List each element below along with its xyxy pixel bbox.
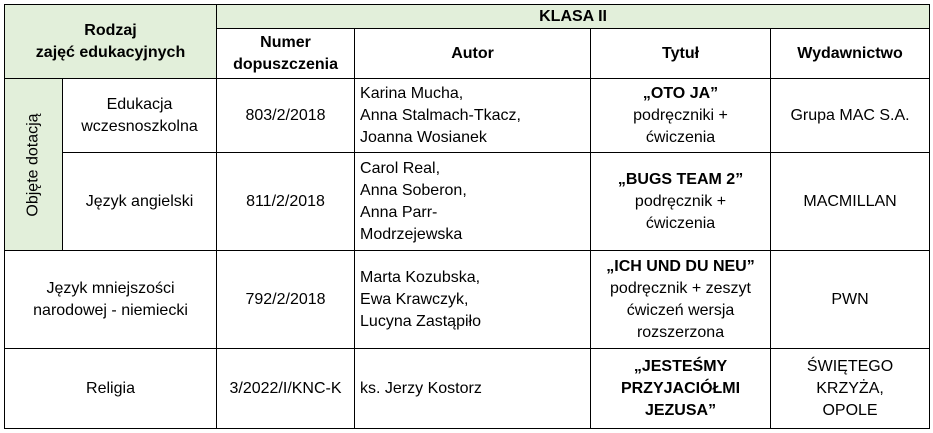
title-bold-line: PRZYJACIÓŁMI <box>620 379 741 397</box>
cell-line: podręczniki + <box>633 106 728 124</box>
cell-line: MACMILLAN <box>803 192 897 210</box>
cell-line: PWN <box>831 290 869 308</box>
title-cell <box>591 153 771 251</box>
table-row <box>5 251 930 349</box>
author-header: Autor <box>355 29 591 79</box>
textbook-table <box>4 4 930 429</box>
subject-type-header <box>5 5 217 79</box>
publisher-cell <box>771 79 930 153</box>
title-bold-line: „BUGS TEAM 2” <box>617 170 744 188</box>
cell-line: ćwiczenia <box>645 128 716 146</box>
title-cell <box>591 79 771 153</box>
title-bold-line: JEZUSA” <box>644 401 717 419</box>
title-bold-line: „OTO JA” <box>642 84 719 102</box>
cell-line: Karina Mucha, <box>360 84 464 102</box>
cell-line: Język mniejszości <box>46 279 175 297</box>
cell-line: podręcznik + zeszyt <box>610 279 751 297</box>
subsidy-group-label: Objęte dotacją <box>24 112 42 217</box>
table-row <box>5 349 930 429</box>
cell-line: Anna Stalmach-Tkacz, <box>360 106 521 124</box>
publisher-cell <box>771 251 930 349</box>
title-cell <box>591 349 771 429</box>
cell-line: ŚWIĘTEGO KRZYŻA, <box>806 357 894 397</box>
number-cell: 792/2/2018 <box>217 251 355 349</box>
cell-line: Joanna Wosianek <box>360 128 487 146</box>
cell-line: podręcznik + <box>634 192 727 210</box>
cell-line: Anna Soberon, <box>360 181 467 199</box>
number-header <box>217 29 355 79</box>
cell-line: Modrzejewska <box>360 225 463 243</box>
number-cell: 3/2022/I/KNC-K <box>217 349 355 429</box>
subject-cell <box>5 251 217 349</box>
publisher-header: Wydawnictwo <box>771 29 930 79</box>
table-row <box>5 79 930 153</box>
subject-type-header-line1: Rodzaj <box>84 21 137 39</box>
cell-line: rozszerzona <box>636 323 725 341</box>
title-bold-line: „ICH UND DU NEU” <box>606 257 755 275</box>
cell-line: Język angielski <box>85 192 194 210</box>
author-cell <box>355 79 591 153</box>
number-cell: 803/2/2018 <box>217 79 355 153</box>
cell-line: narodowej - niemiecki <box>33 301 188 319</box>
title-bold-line: „JESTEŚMY <box>633 357 728 375</box>
title-header: Tytuł <box>591 29 771 79</box>
cell-line: Anna Parr- <box>360 203 438 221</box>
number-cell: 811/2/2018 <box>217 153 355 251</box>
cell-line: Religia <box>86 379 135 397</box>
cell-line: ks. Jerzy Kostorz <box>360 379 482 397</box>
subject-cell <box>63 79 217 153</box>
cell-line: Edukacja <box>106 95 173 113</box>
cell-line: wczesnoszkolna <box>81 117 198 135</box>
subject-cell <box>63 153 217 251</box>
number-header-line2: dopuszczenia <box>233 55 338 73</box>
cell-line: OPOLE <box>822 401 878 419</box>
title-cell <box>591 251 771 349</box>
cell-line: Marta Kozubska, <box>360 268 481 286</box>
cell-line: Ewa Krawczyk, <box>360 290 469 308</box>
number-header-line1: Numer <box>260 33 311 51</box>
subsidy-group-cell <box>5 79 63 251</box>
cell-line: Lucyna Zastąpiło <box>360 312 481 330</box>
subject-cell <box>5 349 217 429</box>
table-row <box>5 153 930 251</box>
author-cell <box>355 153 591 251</box>
cell-line: Carol Real, <box>360 159 441 177</box>
cell-line: Grupa MAC S.A. <box>790 106 910 124</box>
author-cell <box>355 251 591 349</box>
cell-line: ćwiczenia <box>645 214 716 232</box>
author-cell <box>355 349 591 429</box>
subject-type-header-line2: zajęć edukacyjnych <box>35 43 186 61</box>
class-header: KLASA II <box>217 5 930 29</box>
publisher-cell <box>771 153 930 251</box>
cell-line: ćwiczeń wersja <box>626 301 735 319</box>
publisher-cell <box>771 349 930 429</box>
